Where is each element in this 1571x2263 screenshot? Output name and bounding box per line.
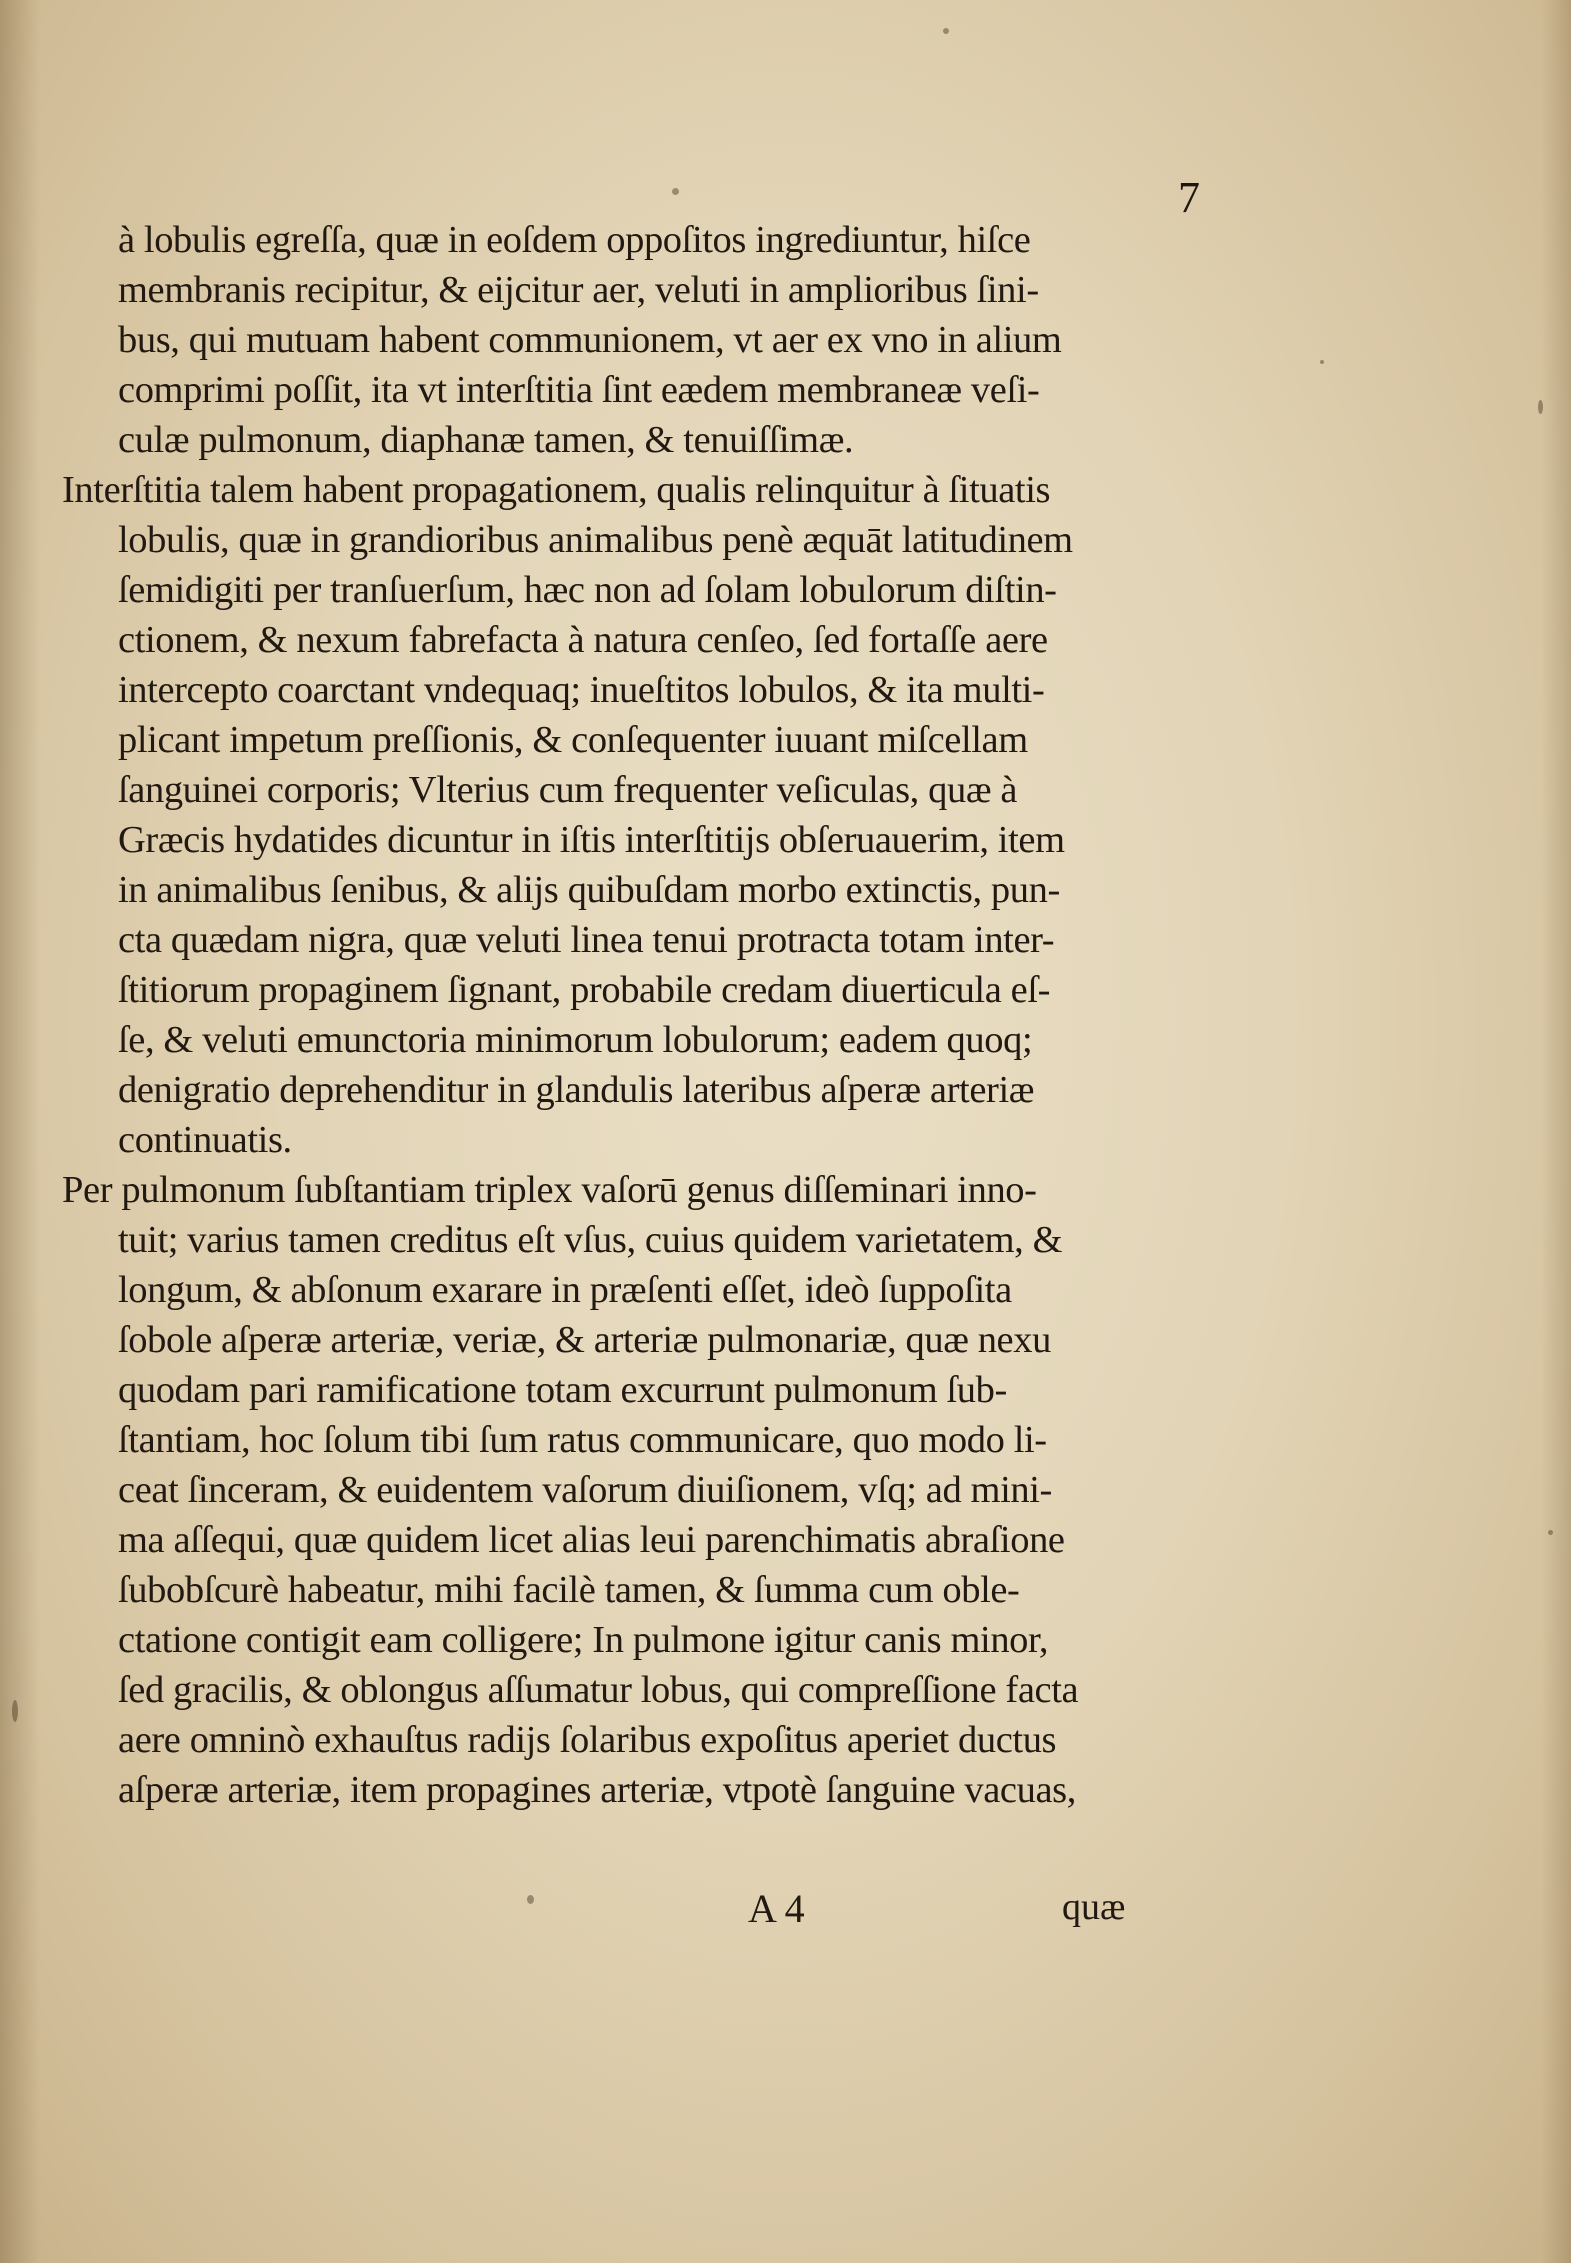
paragraph-start-line: Per pulmonum ſubſtantiam triplex vaſorū genus diſſeminari inno-	[62, 1169, 1037, 1211]
signature-mark: A 4	[748, 1886, 805, 1931]
text-line: ſobole aſperæ arteriæ, veriæ, & arteriæ pulmonariæ, quæ nexu	[118, 1319, 1051, 1361]
text-line: quodam pari ramificatione totam excurrunt pulmonum ſub-	[118, 1369, 1007, 1411]
text-line: ſemidigiti per tranſuerſum, hæc non ad ſolam lobulorum diſtin-	[118, 569, 1057, 611]
ink-speck	[12, 1700, 18, 1722]
text-line: ma aſſequi, quæ quidem licet alias leui parenchimatis abraſione	[118, 1519, 1065, 1561]
text-line: culæ pulmonum, diaphanæ tamen, & tenuiſſimæ.	[118, 419, 854, 461]
text-line: tuit; varius tamen creditus eſt vſus, cuius quidem varietatem, &	[118, 1219, 1063, 1261]
catchword: quæ	[1062, 1886, 1126, 1928]
text-line: continuatis.	[118, 1119, 292, 1161]
text-line: bus, qui mutuam habent communionem, vt aer ex vno in alium	[118, 319, 1062, 361]
text-line: ſtantiam, hoc ſolum tibi ſum ratus communicare, quo modo li-	[118, 1419, 1047, 1461]
text-line: membranis recipitur, & eijcitur aer, veluti in amplioribus ſini-	[118, 269, 1039, 311]
page-footer	[0, 1885, 1571, 1945]
text-line: ſanguinei corporis; Vlterius cum frequenter veſiculas, quæ à	[118, 769, 1018, 811]
text-line: intercepto coarctant vndequaq; inueſtitos lobulos, & ita multi-	[118, 669, 1045, 711]
page-number: 7	[1178, 173, 1200, 222]
text-line: denigratio deprehenditur in glandulis lateribus aſperæ arteriæ	[118, 1069, 1035, 1111]
ink-speck	[1548, 1530, 1553, 1535]
text-line: longum, & abſonum exarare in præſenti eſſet, ideò ſuppoſita	[118, 1269, 1012, 1311]
text-line: Græcis hydatides dicuntur in iſtis interſtitijs obſeruauerim, item	[118, 819, 1065, 861]
paragraph-start-line: Interſtitia talem habent propagationem, qualis relinquitur à ſituatis	[62, 469, 1051, 511]
body-text	[62, 215, 1212, 1815]
text-line: aere omninò exhauſtus radijs ſolaribus expoſitus aperiet ductus	[118, 1719, 1057, 1761]
text-line: ſtitiorum propaginem ſignant, probabile credam diuerticula eſ-	[118, 969, 1051, 1011]
ink-speck	[943, 28, 949, 34]
text-line: in animalibus ſenibus, & alijs quibuſdam morbo extinctis, pun-	[118, 869, 1060, 911]
text-line: comprimi poſſit, ita vt interſtitia ſint eædem membraneæ veſi-	[118, 369, 1040, 411]
ink-speck	[1538, 400, 1543, 414]
text-line: aſperæ arteriæ, item propagines arteriæ, vtpotè ſanguine vacuas,	[118, 1769, 1076, 1811]
text-line: ctatione contigit eam colligere; In pulmone igitur canis minor,	[118, 1619, 1049, 1661]
ink-speck	[1320, 360, 1324, 364]
text-line: à lobulis egreſſa, quæ in eoſdem oppoſitos ingrediuntur, hiſce	[118, 219, 1031, 261]
text-line: ſed gracilis, & oblongus aſſumatur lobus, qui compreſſione facta	[118, 1669, 1079, 1711]
text-line: ctionem, & nexum fabrefacta à natura cenſeo, ſed fortaſſe aere	[118, 619, 1048, 661]
ink-speck	[672, 188, 679, 195]
text-line: cta quædam nigra, quæ veluti linea tenui protracta totam inter-	[118, 919, 1055, 961]
text-line: ceat ſinceram, & euidentem vaſorum diuiſionem, vſq; ad mini-	[118, 1469, 1052, 1511]
text-line: plicant impetum preſſionis, & conſequenter iuuant miſcellam	[118, 719, 1028, 761]
text-line: ſubobſcurè habeatur, mihi facilè tamen, & ſumma cum oble-	[118, 1569, 1020, 1611]
text-line: lobulis, quæ in grandioribus animalibus penè æquāt latitudinem	[118, 519, 1073, 561]
text-line: ſe, & veluti emunctoria minimorum lobulorum; eadem quoq;	[118, 1019, 1033, 1061]
